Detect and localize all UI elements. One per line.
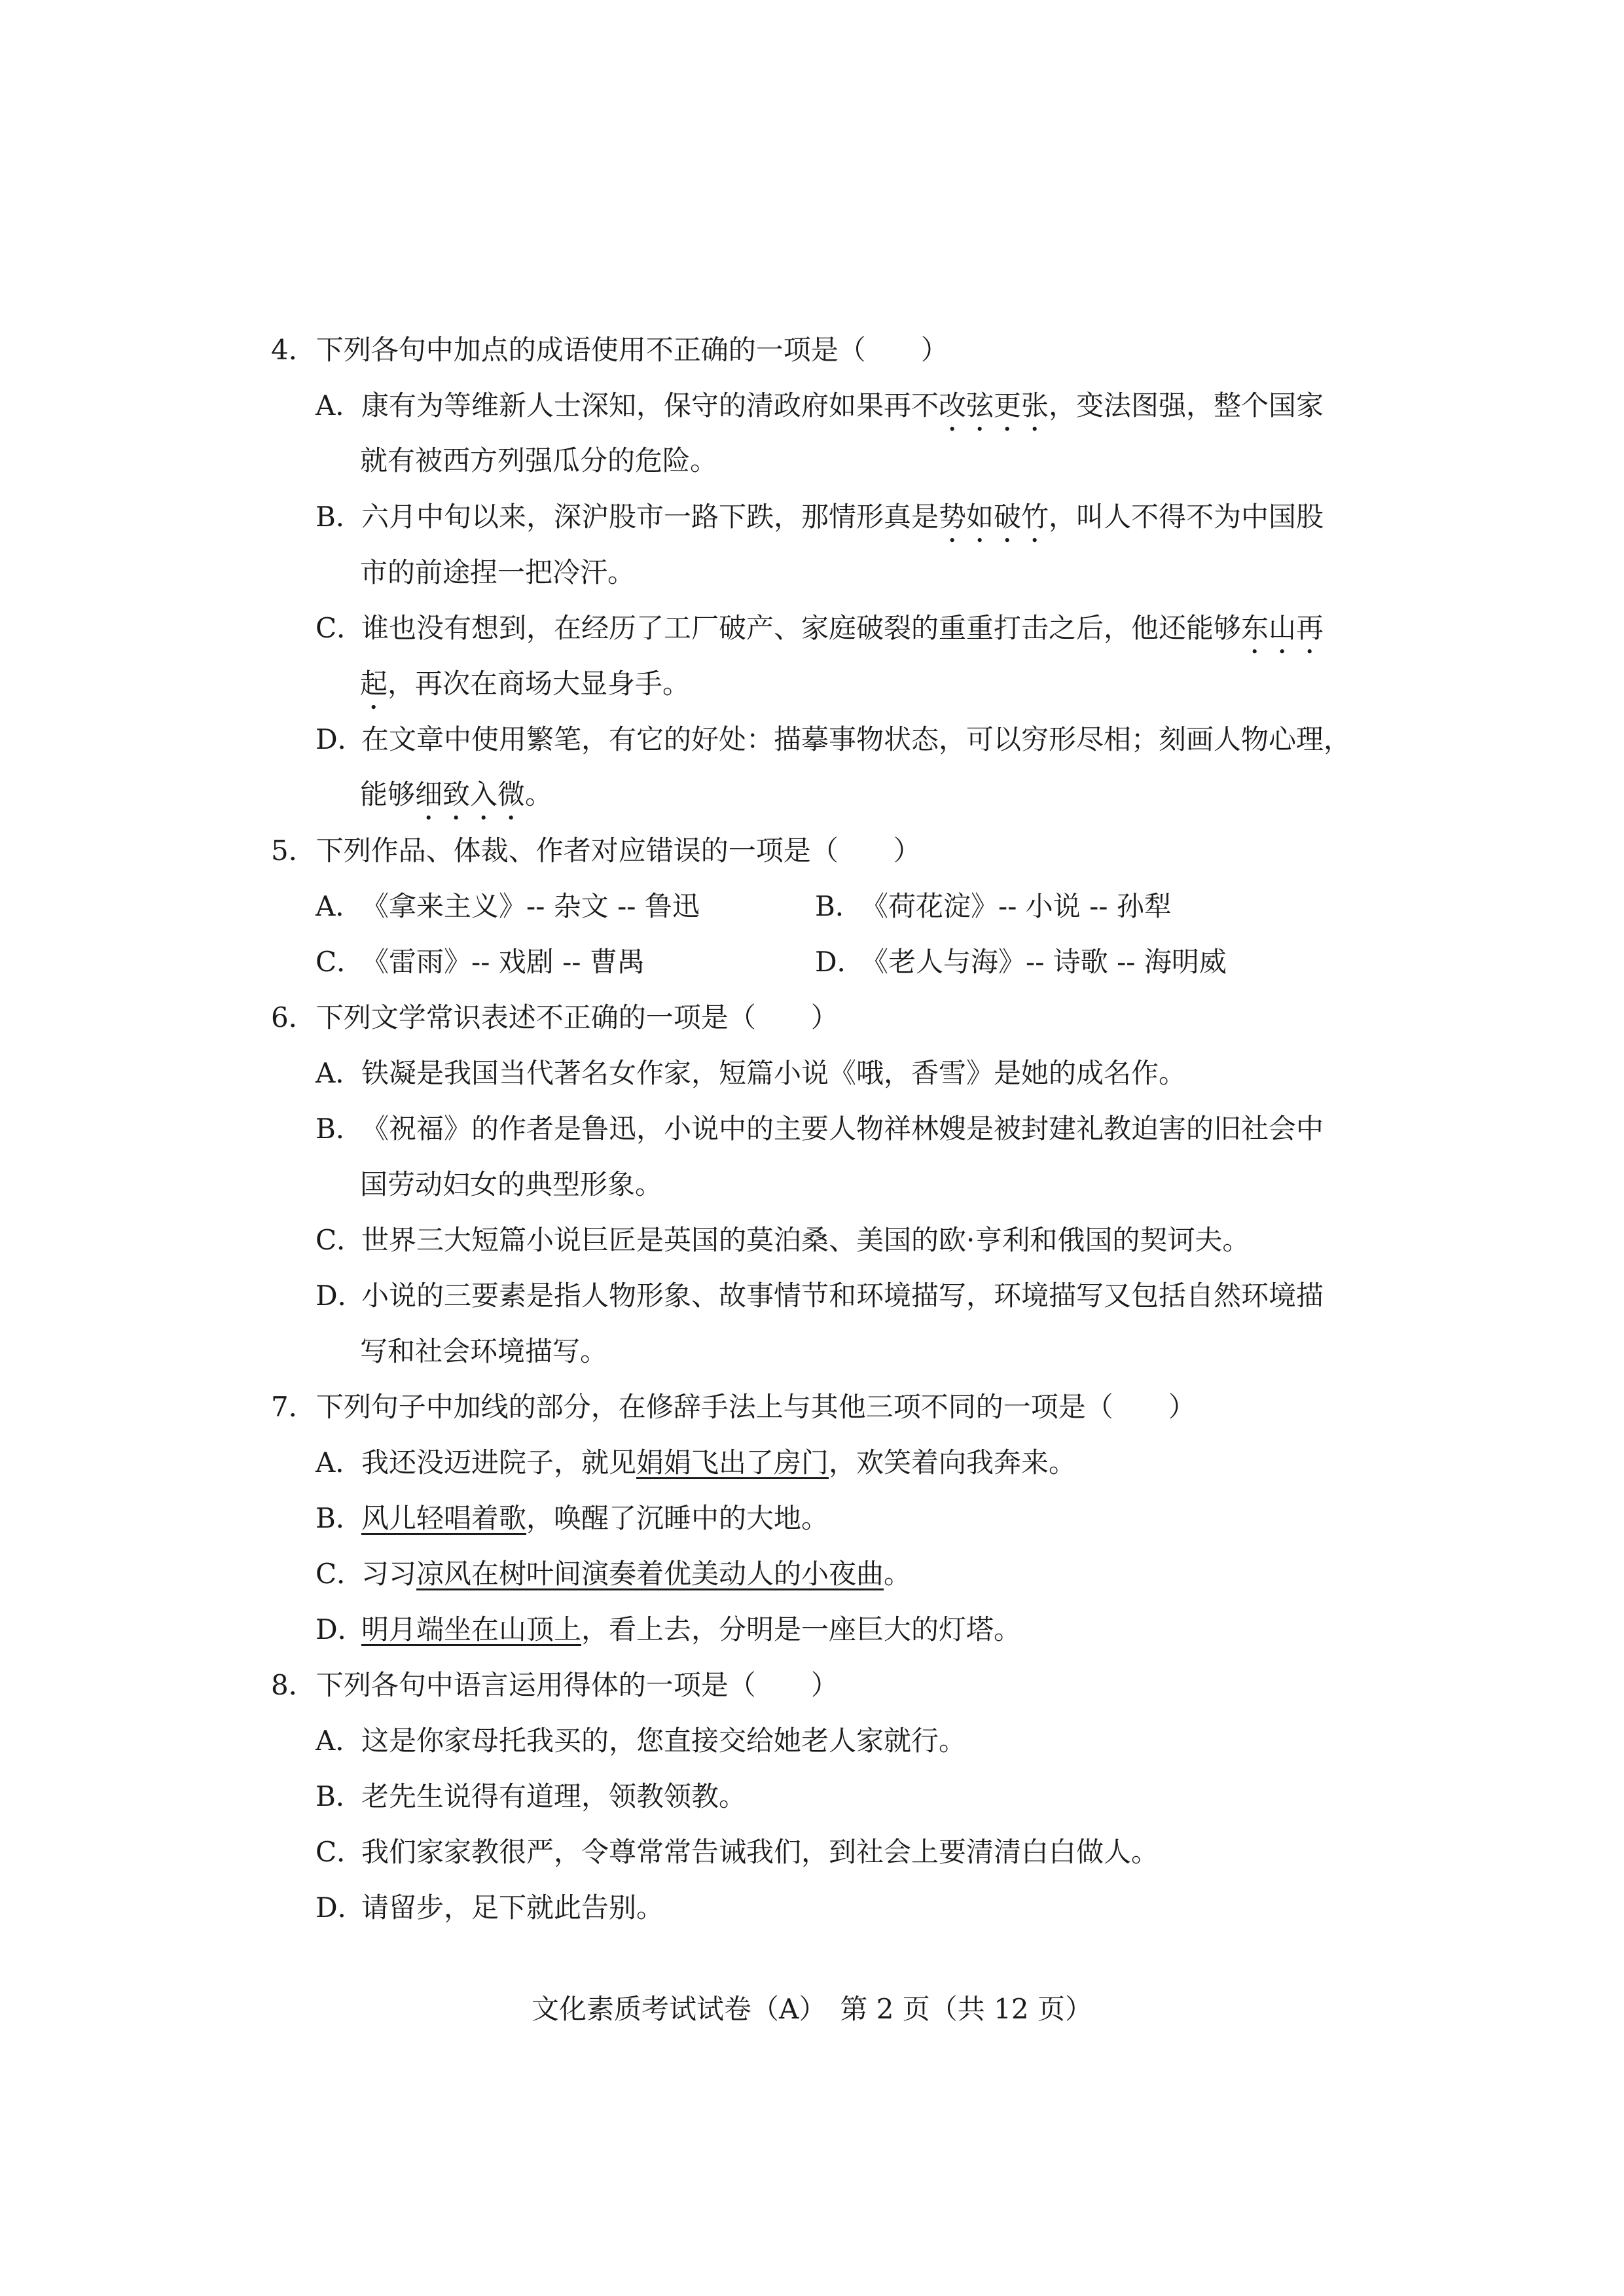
option-text: ，看上去，分明是一座巨大的灯塔。 (581, 1613, 1022, 1645)
question-5-stem (271, 831, 921, 870)
q4-option-a-line2: 就有被西方列强瓜分的危险。 (360, 444, 718, 476)
q4-option-d-line1 (316, 720, 1351, 759)
q6-option-d-line1 (316, 1276, 1324, 1316)
emphasized-idiom: 细致入微 (415, 778, 526, 810)
q4-option-a-line1 (316, 386, 1324, 437)
question-text: 下列各句中加点的成语使用不正确的一项是（ ） (316, 334, 948, 366)
option-text: 习习 (361, 1558, 417, 1590)
option-text: 《荷花淀》-- 小说 -- 孙犁 (861, 890, 1172, 922)
question-text: 下列句子中加线的部分，在修辞手法上与其他三项不同的一项是（ ） (316, 1391, 1196, 1423)
option-mark: C． (316, 612, 365, 644)
option-mark: A． (316, 1057, 363, 1089)
option-mark: B． (316, 1502, 363, 1534)
underlined-phrase: 凉风在树叶间演奏着优美动人的小夜曲 (416, 1558, 884, 1590)
option-mark: A． (316, 890, 363, 922)
q5-option-a (316, 887, 700, 926)
question-text: 下列文学常识表述不正确的一项是（ ） (316, 1001, 839, 1033)
option-mark: C． (316, 1836, 365, 1868)
option-text: ，唤醒了沉睡中的大地。 (526, 1502, 829, 1534)
underlined-phrase: 风儿轻唱着歌 (361, 1502, 527, 1534)
underlined-phrase: 明月端坐在山顶上 (361, 1613, 582, 1645)
question-number: 7． (271, 1391, 316, 1423)
emphasized-idiom: 改弦更张 (939, 389, 1049, 422)
question-number: 6． (271, 1001, 316, 1033)
q5-option-d (815, 942, 1227, 982)
option-text: 《拿来主义》-- 杂文 -- 鲁迅 (361, 890, 700, 922)
q6-option-b-line1 (316, 1109, 1324, 1149)
question-7-stem (271, 1388, 1196, 1427)
q8-option-a (316, 1721, 966, 1761)
q6-option-b-line2: 国劳动妇女的典型形象。 (360, 1168, 663, 1200)
q5-option-b (815, 887, 1172, 926)
option-mark: A． (316, 389, 363, 422)
q8-option-d (316, 1888, 664, 1928)
option-text: 老先生说得有道理，领教领教。 (361, 1780, 747, 1812)
option-text: 康有为等维新人士深知，保守的清政府如果再不 (361, 389, 939, 422)
option-mark: C． (316, 1224, 365, 1256)
option-text: 铁凝是我国当代著名女作家，短篇小说《哦，香雪》是她的成名作。 (361, 1057, 1187, 1089)
option-mark: D． (316, 1892, 365, 1924)
option-mark: B． (815, 890, 863, 922)
q4-option-b-line1 (316, 497, 1324, 548)
q5-option-c (316, 942, 645, 982)
option-text: 六月中旬以来，深沪股市一路下跌，那情形真是 (361, 501, 939, 533)
option-mark: B． (316, 1113, 363, 1145)
page-footer: 文化素质考试试卷（A） 第 2 页（共 12 页） (532, 1993, 1092, 2025)
q8-option-c (316, 1833, 1159, 1872)
option-text: 。 (525, 778, 553, 810)
option-text: 我们家家教很严，令尊常常告诫我们，到社会上要清清白白做人。 (361, 1836, 1159, 1868)
q7-option-a (316, 1443, 1076, 1482)
option-text: 。 (884, 1558, 912, 1590)
question-8-stem (271, 1666, 839, 1705)
option-text: ，欢笑着向我奔来。 (829, 1446, 1077, 1479)
q6-option-a (316, 1054, 1186, 1093)
emphasized-idiom: 东山再 (1241, 612, 1324, 644)
option-text: 请留步，足下就此告别。 (361, 1892, 664, 1924)
question-number: 5． (271, 834, 316, 867)
option-text: 《雷雨》-- 戏剧 -- 曹禺 (361, 946, 645, 978)
option-mark: B． (316, 501, 363, 533)
emphasized-idiom: 势如破竹 (939, 501, 1049, 533)
option-text: ，叫人不得不为中国股 (1049, 501, 1324, 533)
option-text: 《祝福》的作者是鲁迅，小说中的主要人物祥林嫂是被封建礼教迫害的旧社会中 (361, 1113, 1324, 1145)
q6-option-c (316, 1221, 1250, 1260)
q7-option-d (316, 1610, 1021, 1649)
option-text: 能够 (360, 778, 416, 810)
q8-option-b (316, 1777, 746, 1816)
option-text: 这是你家母托我买的，您直接交给她老人家就行。 (361, 1725, 967, 1757)
question-4-stem (271, 331, 948, 370)
option-mark: A． (316, 1725, 363, 1757)
option-mark: B． (316, 1780, 363, 1812)
option-text: 小说的三要素是指人物形象、故事情节和环境描写，环境描写又包括自然环境描 (361, 1280, 1324, 1312)
question-text: 下列各句中语言运用得体的一项是（ ） (316, 1669, 839, 1701)
option-mark: D． (316, 723, 365, 755)
q7-option-b (316, 1499, 829, 1538)
option-mark: C． (316, 946, 365, 978)
option-text: 《老人与海》-- 诗歌 -- 海明威 (861, 946, 1227, 978)
option-mark: D． (316, 1280, 365, 1312)
option-text: ，再次在商场大显身手。 (388, 668, 691, 700)
underlined-phrase: 娟娟飞出了房门 (636, 1446, 829, 1479)
question-text: 下列作品、体裁、作者对应错误的一项是（ ） (316, 834, 921, 867)
option-mark: C． (316, 1558, 365, 1590)
option-mark: A． (316, 1446, 363, 1479)
q4-option-b-line2: 市的前途捏一把冷汗。 (360, 556, 636, 588)
option-text: 在文章中使用繁笔，有它的好处：描摹事物状态，可以穷形尽相；刻画人物心理， (361, 723, 1352, 755)
option-mark: D． (815, 946, 865, 978)
q4-option-c-line2 (360, 664, 690, 715)
q4-option-d-line2 (360, 775, 552, 826)
question-6-stem (271, 998, 839, 1037)
question-number: 4． (271, 334, 316, 366)
q4-option-c-line1 (316, 609, 1324, 660)
question-number: 8． (271, 1669, 316, 1701)
option-text: 谁也没有想到，在经历了工厂破产、家庭破裂的重重打击之后，他还能够 (361, 612, 1242, 644)
option-text: ，变法图强，整个国家 (1049, 389, 1324, 422)
option-text: 世界三大短篇小说巨匠是英国的莫泊桑、美国的欧·亨利和俄国的契诃夫。 (361, 1224, 1250, 1256)
option-text: 我还没迈进院子，就见 (361, 1446, 637, 1479)
q6-option-d-line2: 写和社会环境描写。 (360, 1335, 608, 1367)
option-mark: D． (316, 1613, 365, 1645)
emphasized-idiom: 起 (360, 668, 388, 700)
q7-option-c (316, 1554, 911, 1594)
